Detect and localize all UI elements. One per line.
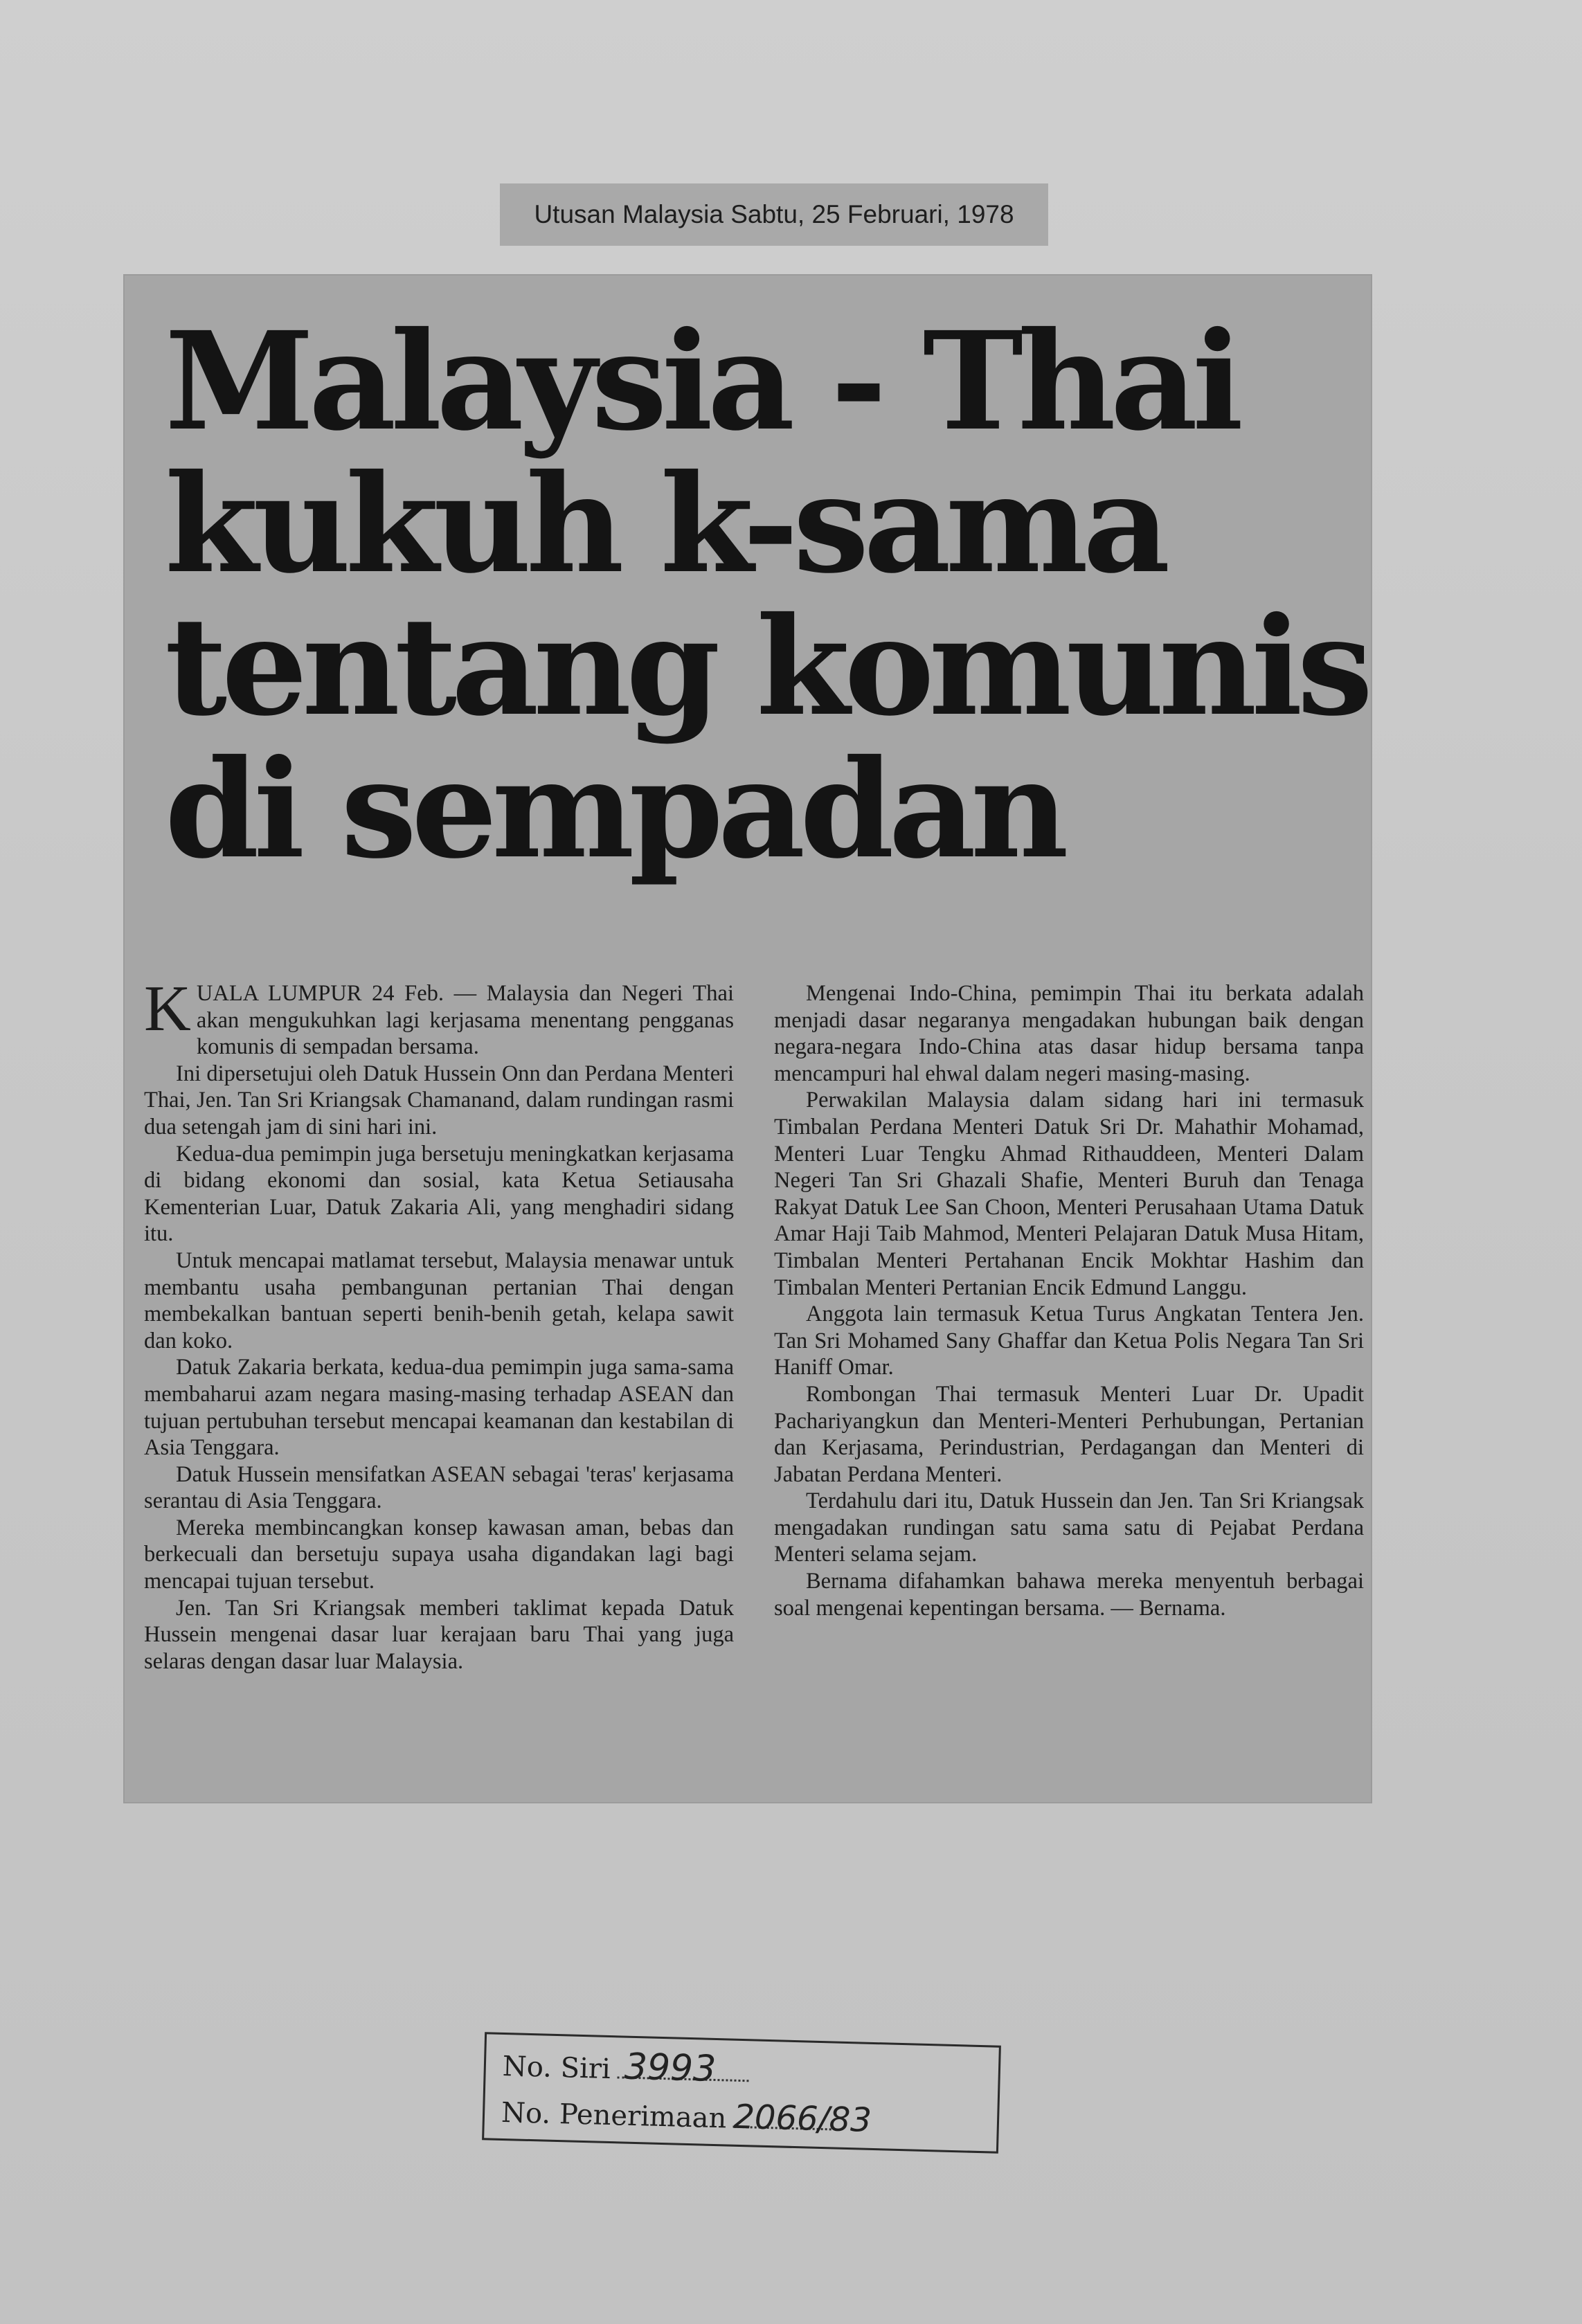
article-paragraph-text: UALA LUMPUR 24 Feb. — Malaysia dan Negeri Thai akan mengukuhkan lagi kerjasama menentang pengganas komunis di sempadan bersama. [196,981,734,1060]
stamp-penerimaan-label: No. Penerimaan [501,2096,727,2135]
stamp-siri-value: 3993 [624,2046,717,2091]
article-paragraph: Perwakilan Malaysia dalam sidang hari ini termasuk Timbalan Perdana Menteri Datuk Sri Dr. Mahathir Mohamad, Menteri Luar Tengku Ahmad Rithauddeen, Menteri Dalam Negeri Tan Sri Ghazali Shafie, Menteri Buruh dan Tenaga Rakyat Datuk Lee San Choon, Menteri Perusahaan Utama Datuk Amar Haji Taib Mahmod, Menteri Pelajaran Datuk Musa Hitam, Timbalan Menteri Pertahanan Encik Mokhtar Hashim dan Timbalan Menteri Pertanian Encik Edmund Langgu. [774,1088,1364,1300]
newspaper-clipping [125,276,1371,1802]
headline-line-2: kukuh k-sama [165,444,1165,603]
article-paragraph: Untuk mencapai matlamat tersebut, Malaysia menawar untuk membantu usaha pembangunan pertanian Thai dengan membekalkan bantuan seperti benih-benih getah, kelapa sawit dan koko. [144,1247,734,1353]
stamp-siri-label: No. Siri [502,2050,611,2086]
article-column-left [144,973,734,1675]
headline-line-1: Malaysia - Thai [165,302,1239,460]
article-paragraph: Bernama difahamkan bahawa mereka menyentuh berbagai soal mengenai kepentingan bersama. — Bernama. [774,1569,1364,1621]
headline [165,302,1369,888]
stamp-penerimaan-row [501,2091,872,2140]
article-paragraph: Jen. Tan Sri Kriangsak memberi taklimat kepada Datuk Hussein mengenai dasar luar kerajaan baru Thai yang juga selaras dengan dasar luar Malaysia. [144,1595,734,1674]
article-paragraph: Anggota lain termasuk Ketua Turus Angkatan Tentera Jen. Tan Sri Mohamed Sany Ghaffar dan Ketua Polis Negara Tan Sri Haniff Omar. [774,1301,1364,1380]
article-column-right [774,980,1364,1621]
article-paragraph: Rombongan Thai termasuk Menteri Luar Dr. Upadit Pachariyangkun dan Menteri-Menteri Perhubungan, Pertanian dan Kerjasama, Perindustrian, Perdagangan dan Menteri di Jabatan Perdana Menteri. [774,1381,1364,1487]
article-paragraph: Datuk Hussein mensifatkan ASEAN sebagai 'teras' kerjasama serantau di Asia Tenggara. [144,1461,734,1514]
article-paragraph: Datuk Zakaria berkata, kedua-dua pemimpin juga sama-sama membaharui azam negara masing-masing terhadap ASEAN dan tujuan pertubuhan tersebut mencapai keamanan dan kestabilan di Asia Tenggara. [144,1355,734,1461]
stamp-penerimaan-value: 2066/83 [732,2097,872,2140]
drop-cap: K [144,973,191,1045]
stamp-siri-row [502,2043,717,2090]
headline-line-3: tentang komunis [165,587,1368,746]
headline-line-4: di sempadan [165,730,1063,888]
article-paragraph: Kedua-dua pemimpin juga bersetuju meningkatkan kerjasama di bidang ekonomi dan sosial, kata Ketua Setiausaha Kementerian Luar, Datuk Zakaria Ali, yang menghadiri sidang itu. [144,1141,734,1247]
article-paragraph [144,973,734,1061]
article-paragraph: Mereka membincangkan konsep kawasan aman, bebas dan berkecuali dan bersetuju supaya usaha digandakan lagi bagi mencapai tujuan tersebut. [144,1515,734,1594]
dateline: Utusan Malaysia Sabtu, 25 Februari, 1978 [500,183,1048,246]
archive-stamp [482,2032,1001,2153]
article-paragraph: Terdahulu dari itu, Datuk Hussein dan Jen. Tan Sri Kriangsak mengadakan rundingan satu sama satu di Pejabat Perdana Menteri selama sejam. [774,1488,1364,1567]
article-paragraph: Ini dipersetujui oleh Datuk Hussein Onn dan Perdana Menteri Thai, Jen. Tan Sri Kriangsak Chamanand, dalam rundingan rasmi dua setengah jam di sini hari ini. [144,1061,734,1140]
article-paragraph: Mengenai Indo-China, pemimpin Thai itu berkata adalah menjadi dasar negaranya mengadakan hubungan baik dengan negara-negara Indo-China atas dasar hidup bersama tanpa mencampuri hal ehwal dalam negeri masing-masing. [774,981,1364,1086]
